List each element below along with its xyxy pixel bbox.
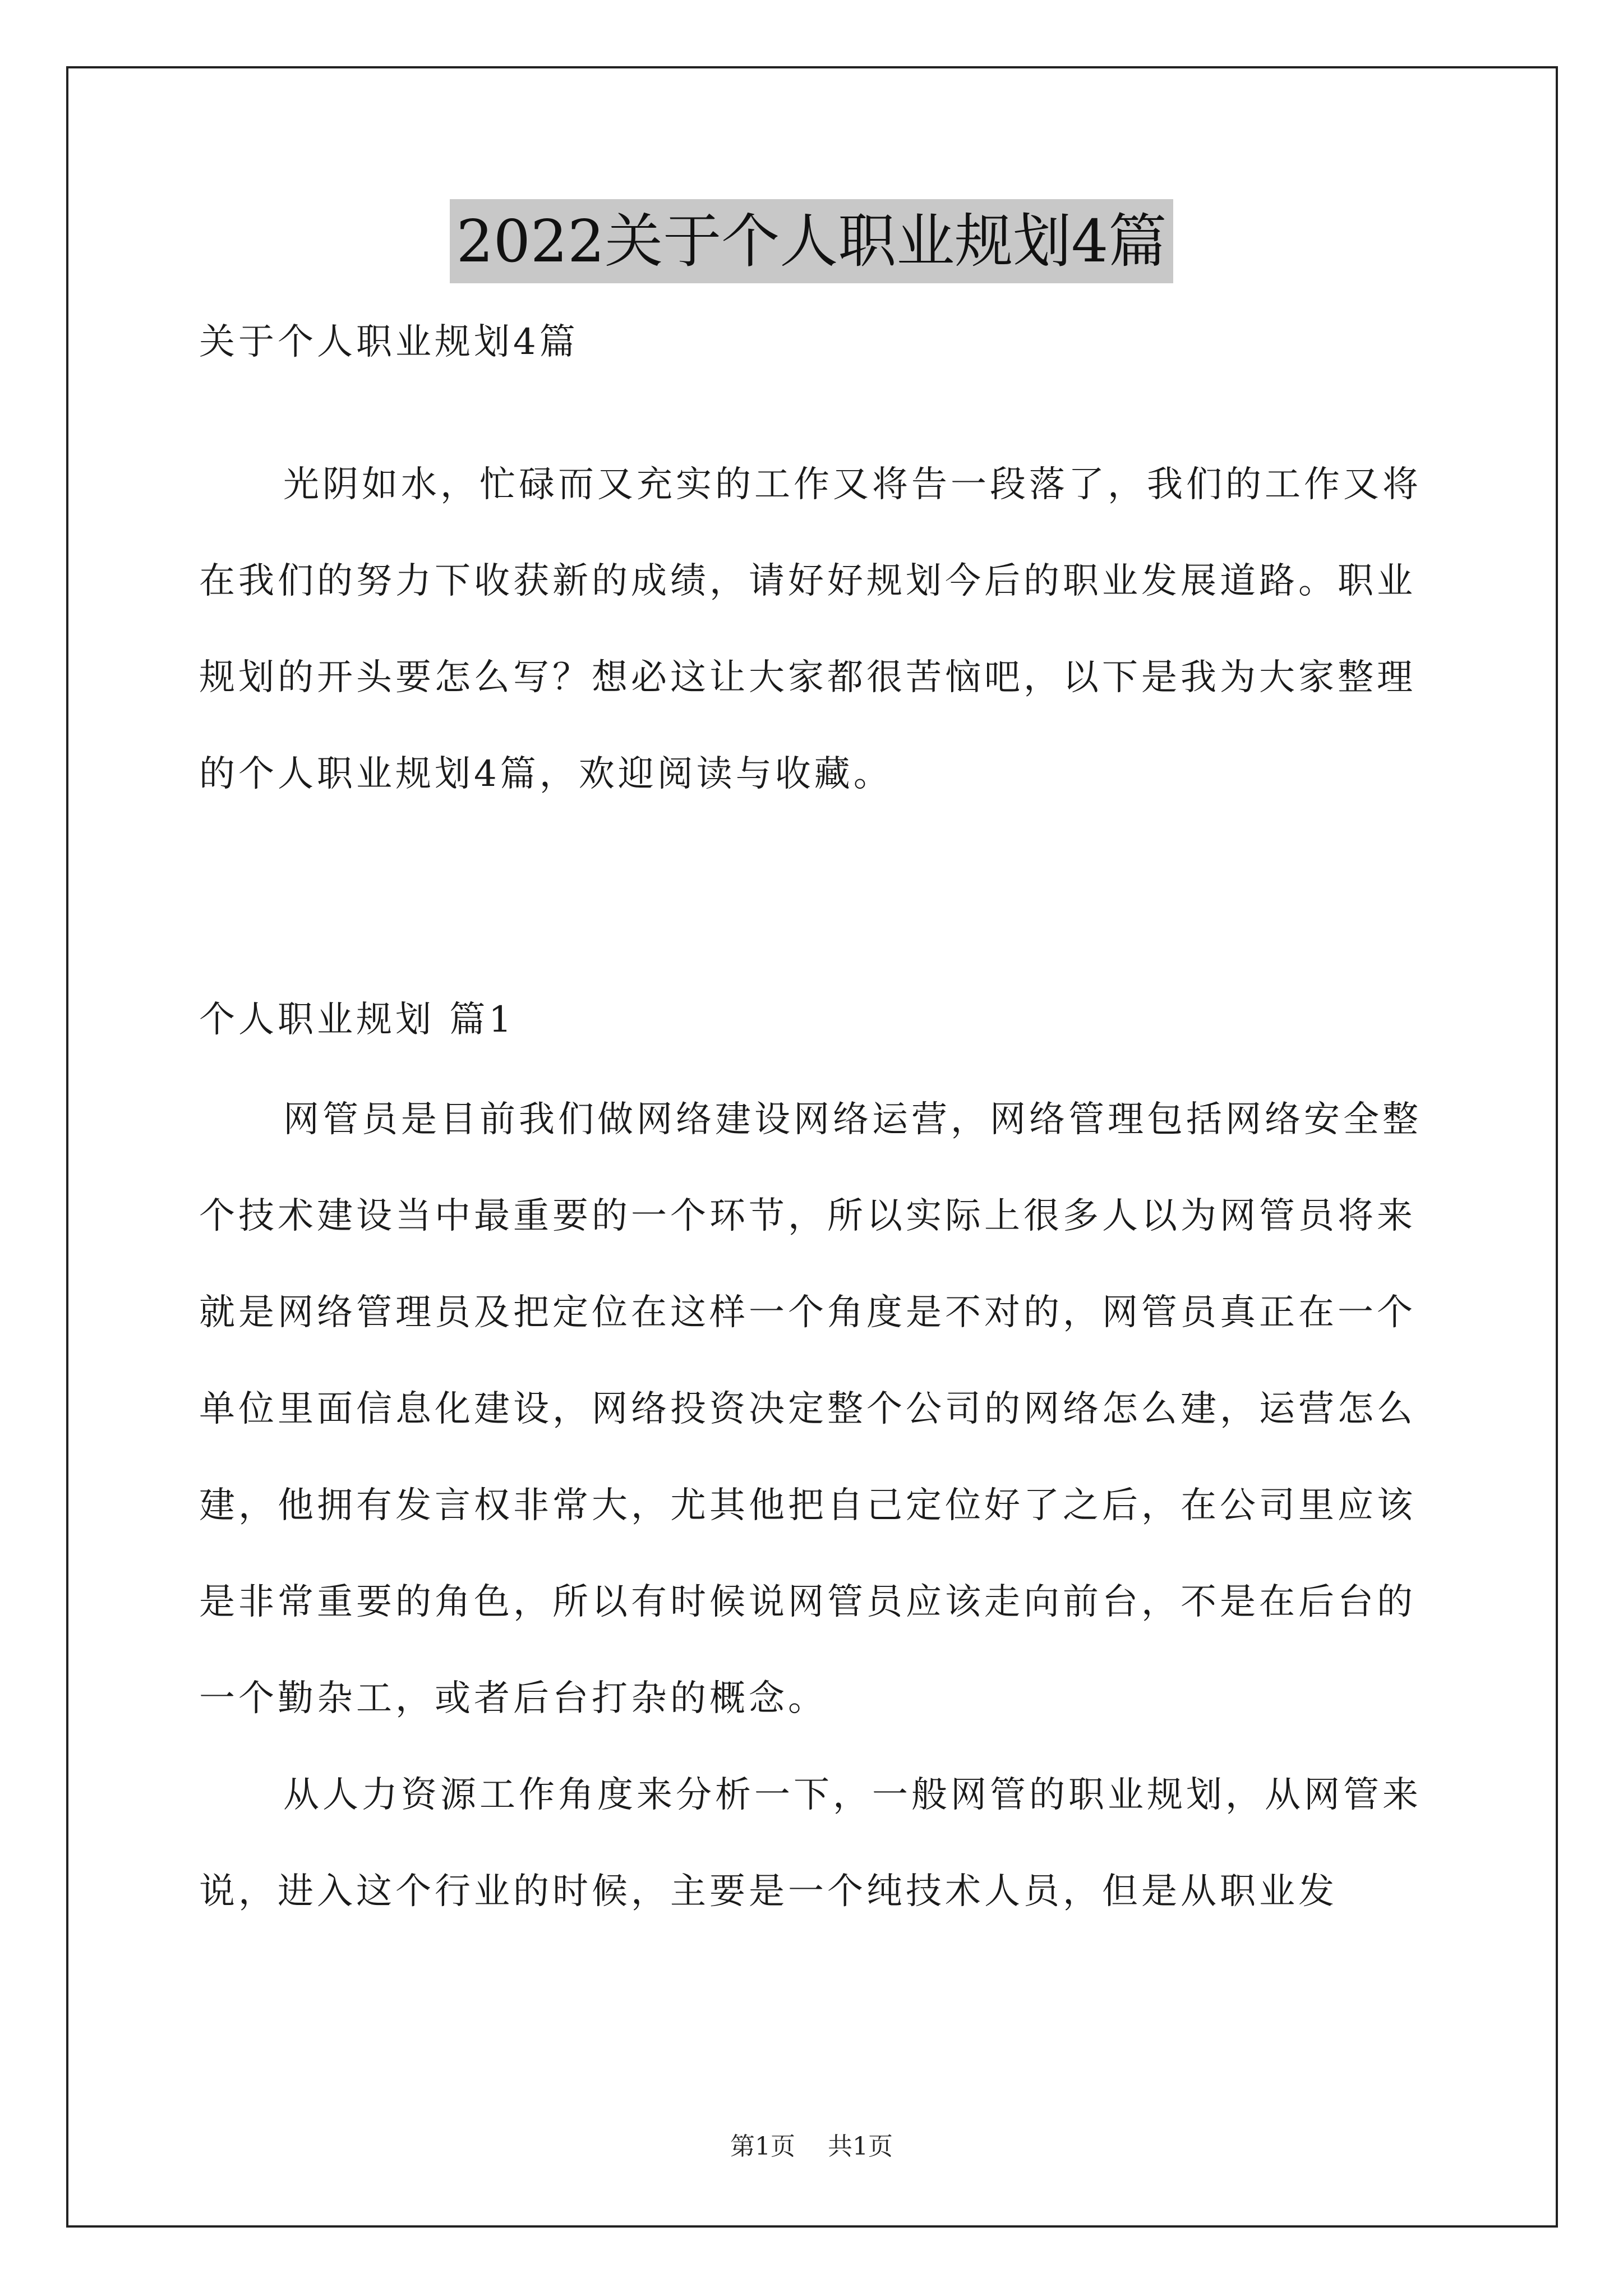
intro-paragraph: 光阴如水，忙碌而又充实的工作又将告一段落了，我们的工作又将在我们的努力下收获新的成绩，请好好规划今后的职业发展道路。职业规划的开头要怎么写？想必这让大家都很苦恼吧，以下是我为大家整理的个人职业规划4篇，欢迎阅读与收藏。 — [199, 464, 1422, 795]
page-footer — [0, 2126, 1623, 2162]
section-body — [199, 1071, 1433, 1940]
intro-paragraph-block — [199, 436, 1433, 822]
title-container — [0, 199, 1623, 283]
section-paragraph: 从人力资源工作角度来分析一下，一般网管的职业规划，从网管来说，进入这个行业的时候，主要是一个纯技术人员，但是从职业发 — [199, 1774, 1422, 1912]
document-title: 2022关于个人职业规划4篇 — [450, 199, 1174, 283]
page-total: 共1页 — [828, 2132, 893, 2161]
page-number: 第1页 — [730, 2132, 795, 2161]
section-paragraph: 网管员是目前我们做网络建设网络运营，网络管理包括网络安全整个技术建设当中最重要的一个环节，所以实际上很多人以为网管员将来就是网络管理员及把定位在这样一个角度是不对的，网管员真正在一个单位里面信息化建设，网络投资决定整个公司的网络怎么建，运营怎么建，他拥有发言权非常大，尤其他把自己定位好了之后，在公司里应该是非常重要的角色，所以有时候说网管员应该走向前台，不是在后台的一个勤杂工，或者后台打杂的概念。 — [199, 1099, 1422, 1719]
section-heading: 个人职业规划 篇1 — [199, 999, 515, 1041]
document-subtitle: 关于个人职业规划4篇 — [199, 321, 579, 363]
